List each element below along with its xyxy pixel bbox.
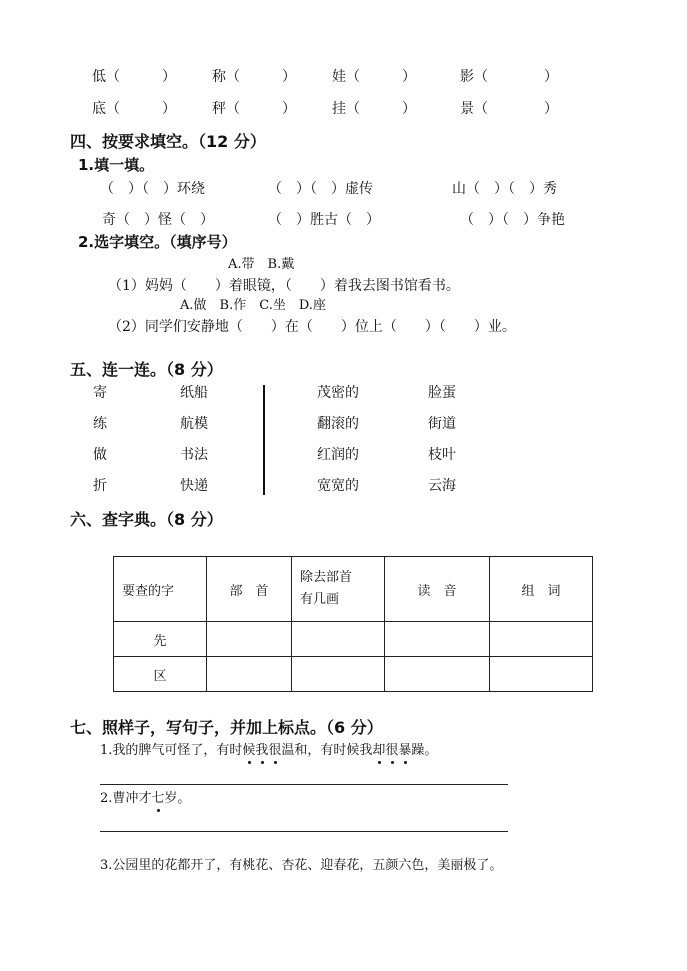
header-cell: 组 词 (490, 557, 593, 622)
answer-cell[interactable] (490, 657, 593, 692)
match-word: 茂密的 (317, 385, 359, 401)
answer-cell[interactable] (385, 622, 490, 657)
pair-item: 影（ ） (460, 69, 558, 85)
fill-sentence: （1）妈妈（ ）着眼镜，（ ）着我去图书馆看书。 (108, 278, 460, 294)
character-cell: 先 (114, 622, 207, 657)
idiom-blank: （ ）（ ）环绕 (100, 181, 205, 197)
match-word: 书法 (180, 447, 208, 463)
idiom-blank: 奇（ ）怪（ ） (102, 212, 214, 228)
section-5-title: 五、连一连。（8 分） (70, 360, 223, 379)
match-word: 航模 (180, 416, 208, 432)
dictionary-table (113, 556, 593, 692)
header-cell-line: 除去部首 (300, 570, 353, 585)
answer-cell[interactable] (385, 657, 490, 692)
header-cell: 要查的字 (114, 557, 207, 622)
answer-cell[interactable] (292, 657, 385, 692)
match-word: 寄 (93, 385, 107, 401)
idiom-blank: 山（ ）（ ）秀 (452, 181, 557, 197)
match-word: 纸船 (180, 385, 208, 401)
match-word: 折 (93, 478, 107, 494)
pair-item: 娃（ ） (332, 69, 416, 85)
question-2-title: 2.选字填空。（填序号） (78, 233, 237, 251)
answer-cell[interactable] (207, 657, 292, 692)
answer-cell[interactable] (207, 622, 292, 657)
match-word: 枝叶 (428, 447, 456, 463)
match-word: 做 (93, 447, 107, 463)
match-word: 脸蛋 (428, 385, 456, 401)
pair-item: 底（ ） (92, 101, 176, 117)
answer-cell[interactable] (490, 622, 593, 657)
section-6-title: 六、查字典。（8 分） (70, 510, 223, 529)
pair-item: 挂（ ） (332, 101, 416, 117)
header-cell: 读 音 (385, 557, 490, 622)
header-cell (292, 557, 385, 622)
match-word: 云海 (428, 478, 456, 494)
example-sentence: 2.曹冲才七岁。 (100, 791, 191, 806)
header-cell-line: 有几画 (300, 592, 340, 607)
match-word: 街道 (428, 416, 456, 432)
example-sentence: 3.公园里的花都开了，有桃花、杏花、迎春花，五颜六色，美丽极了。 (100, 858, 503, 873)
options-line: A.做 B.作 C.坐 D.座 (180, 298, 326, 313)
pair-item: 秤（ ） (212, 101, 296, 117)
emphasis-dot (157, 809, 160, 812)
options-line: A.带 B.戴 (228, 257, 295, 272)
answer-cell[interactable] (292, 622, 385, 657)
emphasis-dot (248, 761, 251, 764)
table-row (114, 657, 593, 692)
table-row (114, 622, 593, 657)
match-word: 宽宽的 (317, 478, 359, 494)
emphasis-dot (274, 761, 277, 764)
idiom-blank: （ ）（ ）虚传 (268, 181, 373, 197)
section-4-title: 四、按要求填空。（12 分） (70, 132, 266, 151)
match-word: 练 (93, 416, 107, 432)
idiom-blank: （ ）胜古（ ） (268, 212, 380, 228)
match-word: 红润的 (317, 447, 359, 463)
header-cell: 部 首 (207, 557, 292, 622)
match-word: 快递 (180, 478, 208, 494)
emphasis-dot (261, 761, 264, 764)
section-7-title: 七、照样子，写句子，并加上标点。（6 分） (70, 718, 383, 737)
idiom-blank: （ ）（ ）争艳 (460, 212, 565, 228)
table-header-row (114, 557, 593, 622)
answer-line[interactable] (100, 784, 508, 785)
answer-line[interactable] (100, 831, 508, 832)
pair-item: 低（ ） (92, 69, 176, 85)
question-1-title: 1.填一填。 (78, 156, 155, 174)
emphasis-dot (404, 761, 407, 764)
pair-item: 称（ ） (212, 69, 296, 85)
emphasis-dot (391, 761, 394, 764)
example-sentence: 1.我的脾气可怪了，有时候我很温和，有时候我却很暴躁。 (100, 743, 438, 758)
character-cell: 区 (114, 657, 207, 692)
match-word: 翻滚的 (317, 416, 359, 432)
emphasis-dot (378, 761, 381, 764)
pair-item: 景（ ） (460, 101, 558, 117)
divider-line (263, 385, 265, 495)
fill-sentence: （2）同学们安静地（ ）在（ ）位上（ ）（ ）业。 (108, 319, 516, 335)
